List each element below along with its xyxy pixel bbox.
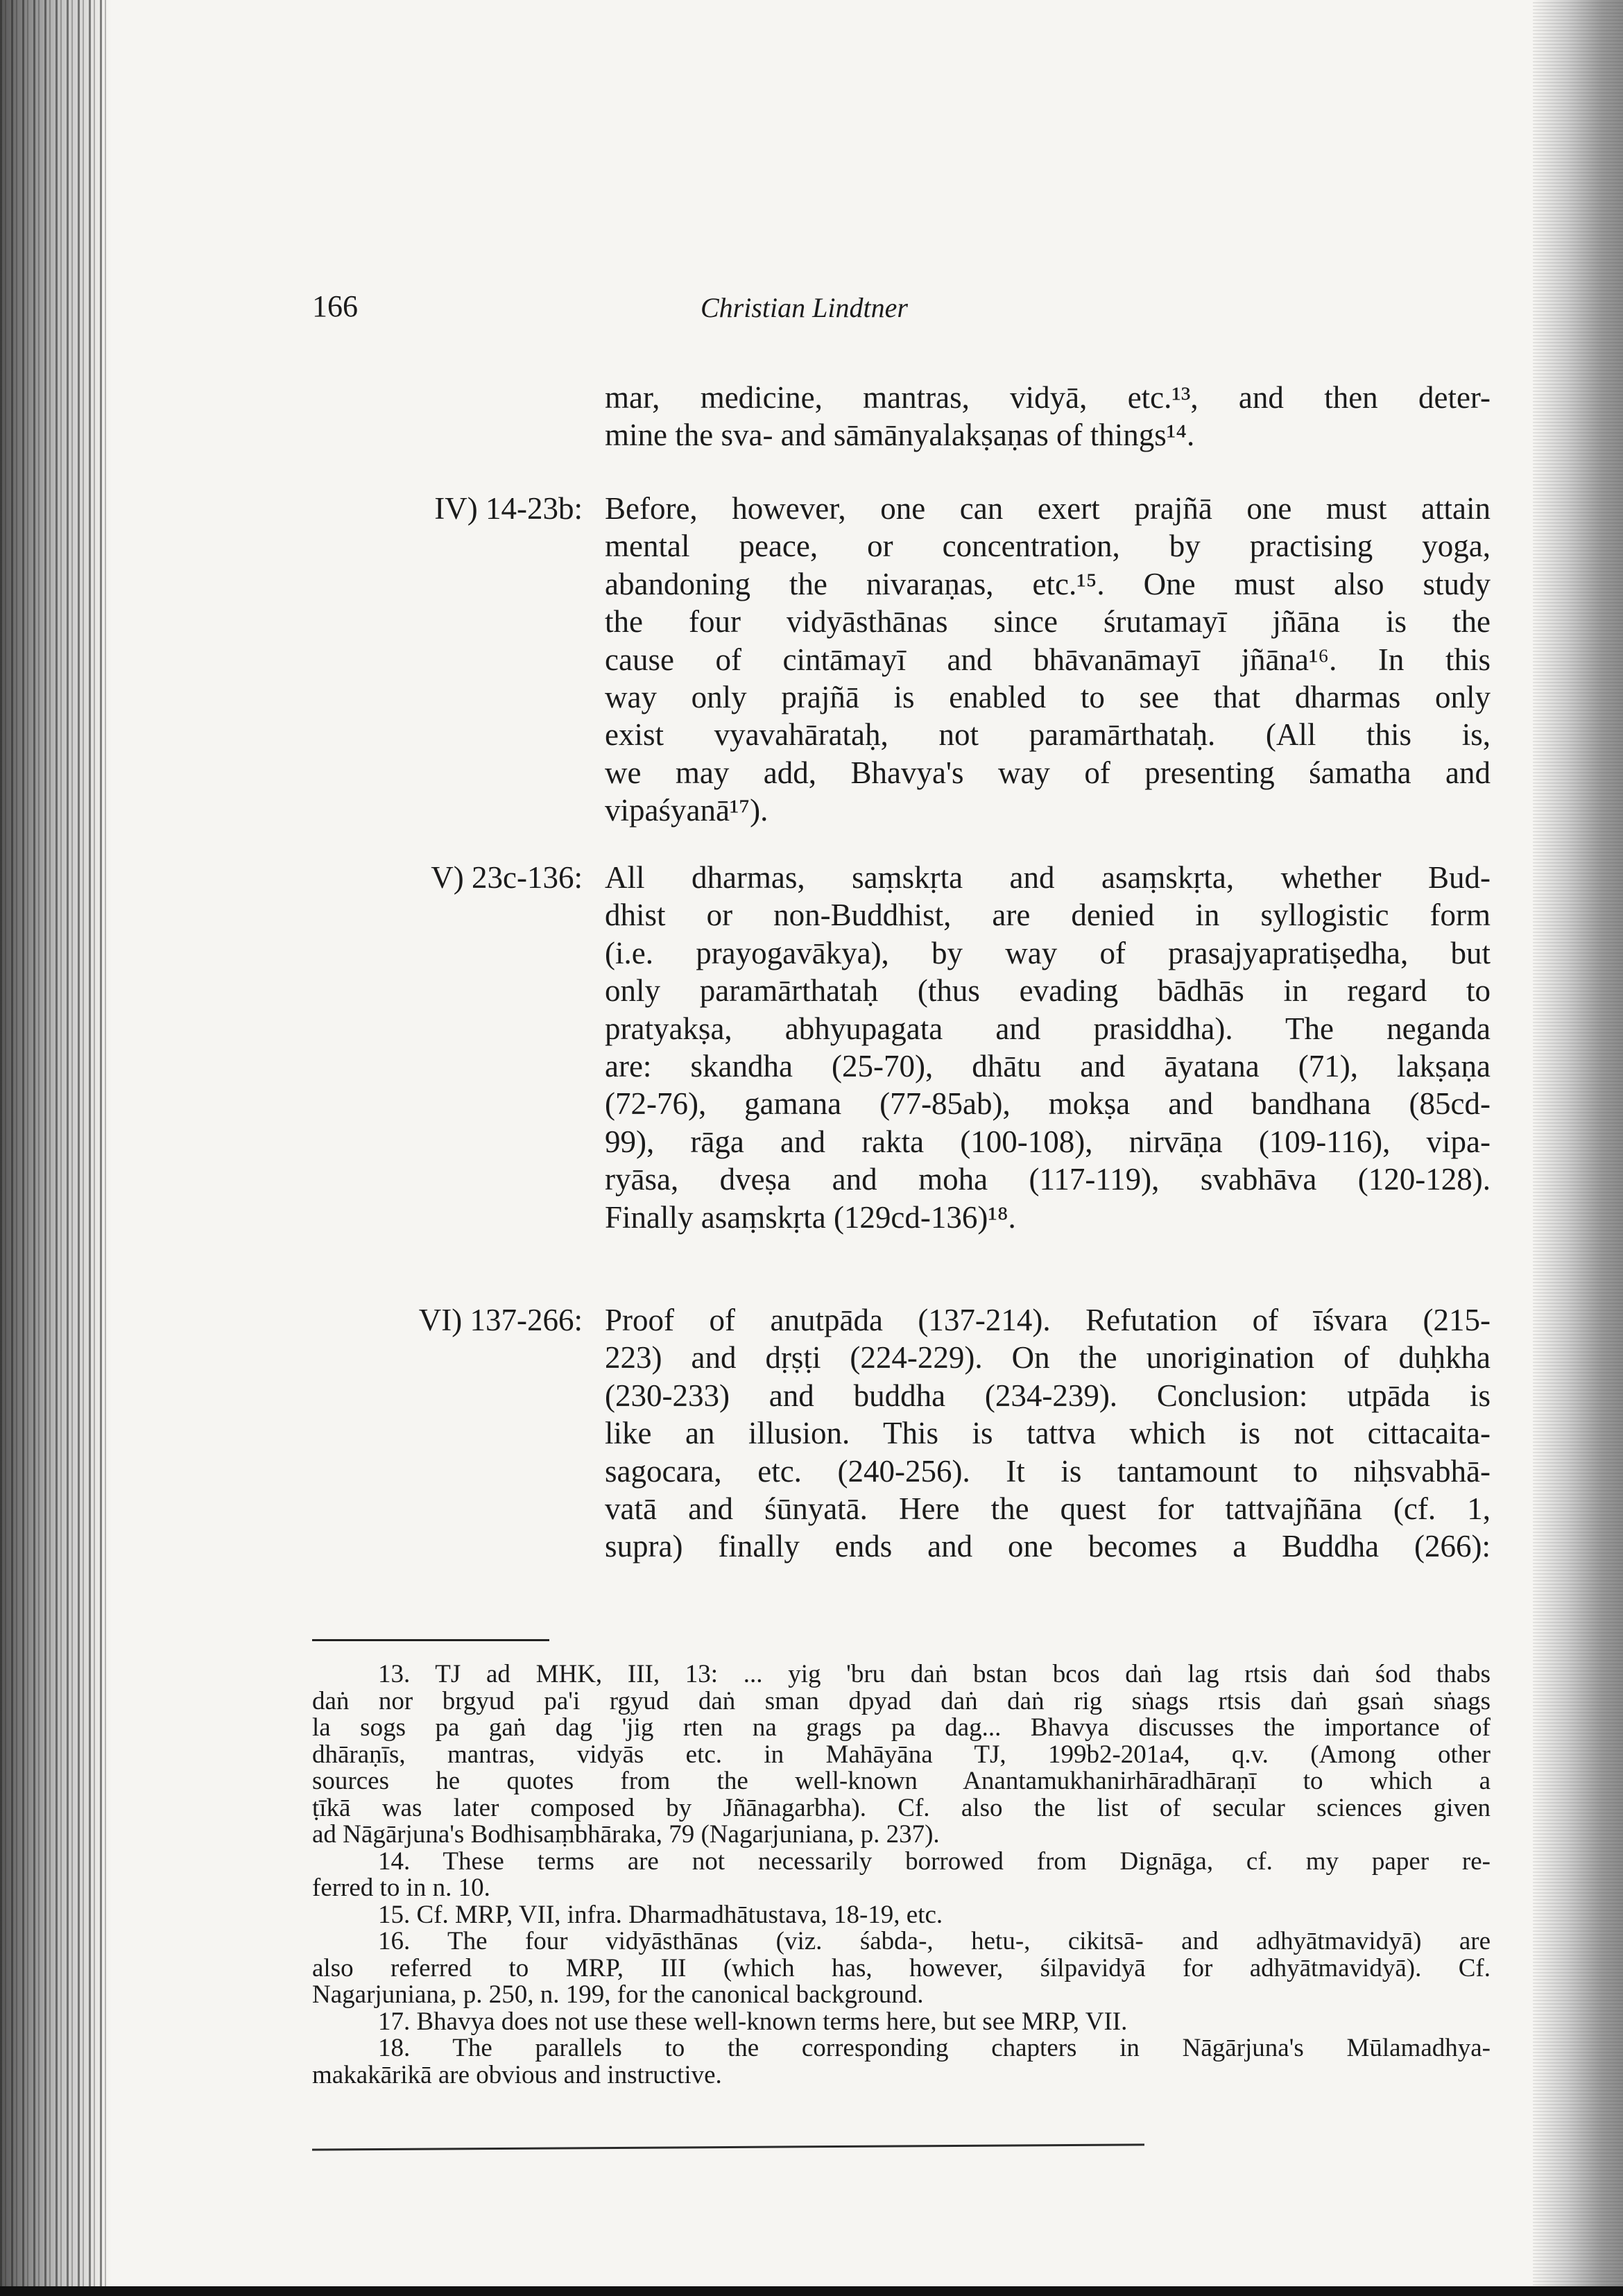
footnote-line: 17. Bhavya does not use these well-known terms here, but see MRP, VII.: [378, 2007, 1128, 2036]
scan-binding-shadow-left: [0, 0, 111, 2296]
footnote-line: ferred to in n. 10.: [312, 1874, 490, 1902]
entry-line: 223) and dṛṣṭi (224-229). On the unorigination of duḥkha: [605, 1340, 1491, 1376]
entry-line: (72-76), gamana (77-85ab), mokṣa and bandhana (85cd-: [605, 1086, 1491, 1122]
entry-body: [605, 490, 1491, 830]
entry-line: mine the sva- and sāmānyalakṣaṇas of things¹⁴.: [605, 418, 1195, 453]
footnote-line: 18. The parallels to the corresponding chapters in Nāgārjuna's Mūlamadhya-: [378, 2034, 1491, 2062]
footnote-line: dhāraṇīs, mantras, vidyās etc. in Mahāyāna TJ, 199b2-201a4, q.v. (Among other: [312, 1740, 1491, 1769]
scan-edge-bottom: [0, 2286, 1623, 2296]
footnote-separator-rule: [312, 1639, 549, 1641]
entry-label: V) 23c-136:: [431, 860, 583, 895]
entry-line: 99), rāga and rakta (100-108), nirvāṇa (109-116), vipa-: [605, 1124, 1491, 1159]
footnote-line: ṭīkā was later composed by Jñānagarbha). Cf. also the list of secular sciences given: [312, 1793, 1491, 1822]
entry-line: (230-233) and buddha (234-239). Conclusion: utpāda is: [605, 1378, 1491, 1413]
page-header: [0, 289, 1623, 330]
entry-line: vatā and śūnyatā. Here the quest for tattvajñāna (cf. 1,: [605, 1491, 1491, 1527]
footnote-line: 14. These terms are not necessarily borrowed from Dignāga, cf. my paper re-: [378, 1847, 1491, 1876]
footnote-14: [312, 1849, 1491, 1902]
footnote-line: sources he quotes from the well-known Anantamukhanirhāradhāraṇī to which a: [312, 1767, 1491, 1795]
entry-line: sagocara, etc. (240-256). It is tantamount to niḥsvabhā-: [605, 1453, 1491, 1489]
footnote-13: [312, 1661, 1491, 1849]
entry-line: mental peace, or concentration, by practising yoga,: [605, 529, 1491, 564]
page-number: 166: [312, 289, 358, 323]
entry-line: Proof of anutpāda (137-214). Refutation of īśvara (215-: [605, 1303, 1491, 1337]
footnote-line: 13. TJ ad MHK, III, 13: ... yig 'bru daṅ bstan bcos daṅ lag rtsis daṅ śod thabs: [378, 1660, 1491, 1688]
footnote-line: also referred to MRP, III (which has, however, śilpavidyā for adhyātmavidyā). Cf.: [312, 1953, 1491, 1982]
footnote-18: [312, 2035, 1491, 2089]
entry-line: pratyakṣa, abhyupagata and prasiddha). The neganda: [605, 1011, 1491, 1046]
entry-line: vipaśyanā¹⁷).: [605, 793, 768, 828]
entry-line: ryāsa, dveṣa and moha (117-119), svabhāva (120-128).: [605, 1162, 1491, 1197]
footnote-line: la sogs pa gaṅ dag 'jig rten na grags pa dag... Bhavya discusses the importance of: [312, 1713, 1491, 1742]
entry-label: VI) 137-266:: [418, 1303, 583, 1337]
entry-line: mar, medicine, mantras, vidyā, etc.¹³, and then deter-: [605, 380, 1491, 415]
entry-label: IV) 14-23b:: [434, 491, 583, 526]
handwritten-underline: [312, 2143, 1144, 2150]
entry-line: the four vidyāsthānas since śrutamayī jñāna is the: [605, 604, 1491, 640]
entry-line: Finally asaṃskṛta (129cd-136)¹⁸.: [605, 1199, 1016, 1235]
entry-line: cause of cintāmayī and bhāvanāmayī jñāna¹⁶. In this: [605, 642, 1491, 677]
entry-line: abandoning the nivaraṇas, etc.¹⁵. One must also study: [605, 566, 1491, 601]
entry-line: are: skandha (25-70), dhātu and āyatana (71), lakṣaṇa: [605, 1049, 1491, 1084]
footnote-line: 15. Cf. MRP, VII, infra. Dharmadhātustava, 18-19, etc.: [378, 1900, 943, 1929]
entry-line: way only prajñā is enabled to see that dharmas only: [605, 680, 1491, 715]
footnote-17: [312, 2009, 1491, 2036]
footnote-15: [312, 1902, 1491, 1929]
entry-line: All dharmas, saṃskṛta and asaṃskṛta, whether Bud-: [605, 860, 1491, 895]
entry-line: only paramārthataḥ (thus evading bādhās in regard to: [605, 973, 1491, 1009]
scan-edge-shadow-right: [1533, 0, 1623, 2296]
running-head: Christian Lindtner: [701, 292, 908, 323]
entry-body: [605, 1301, 1491, 1566]
entry-line: exist vyavahārataḥ, not paramārthataḥ. (All this is,: [605, 717, 1491, 753]
footnotes: [312, 1661, 1491, 2089]
entry-line: we may add, Bhavya's way of presenting śamatha and: [605, 755, 1491, 790]
footnote-line: Nagarjuniana, p. 250, n. 199, for the canonical background.: [312, 1980, 924, 2009]
footnote-line: daṅ nor brgyud pa'i rgyud daṅ sman dpyad daṅ daṅ rig sṅags rtsis daṅ gsaṅ sṅags: [312, 1686, 1491, 1715]
footnote-line: makakārikā are obvious and instructive.: [312, 2060, 722, 2089]
entry-line: (i.e. prayogavākya), by way of prasajyapratiṣedha, but: [605, 935, 1491, 970]
entry-line: supra) finally ends and one becomes a Buddha (266):: [605, 1529, 1491, 1564]
entry-body: [605, 379, 1491, 454]
footnote-16: [312, 1928, 1491, 2009]
entry-line: like an illusion. This is tattva which is not cittacaita-: [605, 1416, 1491, 1451]
footnote-line: 16. The four vidyāsthānas (viz. śabda-, hetu-, cikitsā- and adhyātmavidyā) are: [378, 1927, 1491, 1955]
entry-line: Before, however, one can exert prajñā one must attain: [605, 491, 1491, 526]
footnote-line: ad Nāgārjuna's Bodhisaṃbhāraka, 79 (Nagarjuniana, p. 237).: [312, 1820, 940, 1849]
entry-line: dhist or non-Buddhist, are denied in syllogistic form: [605, 898, 1491, 933]
entry-body: [605, 859, 1491, 1236]
